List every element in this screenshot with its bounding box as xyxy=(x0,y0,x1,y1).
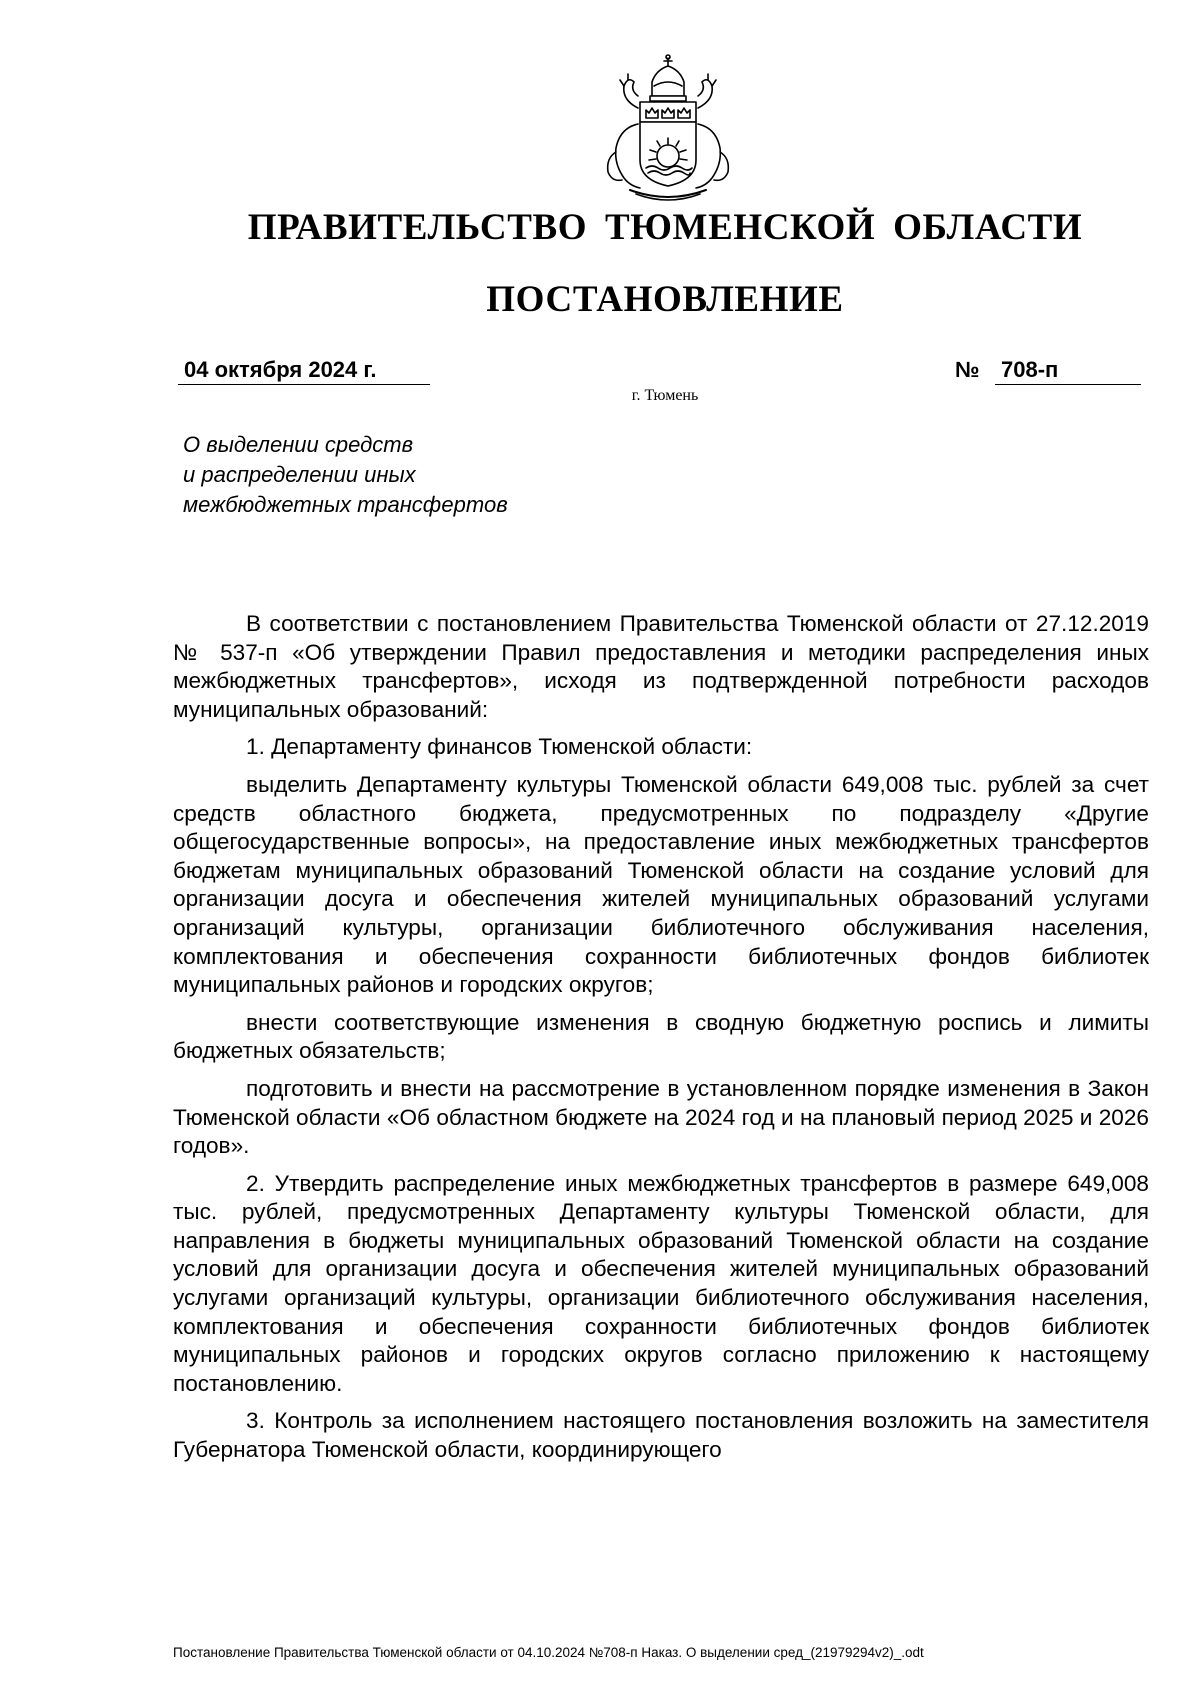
document-subject xyxy=(183,430,508,520)
subject-line: межбюджетных трансфертов xyxy=(183,492,508,517)
body-paragraph: 2. Утвердить распределение иных межбюджетных трансфертов в размере 649,008 тыс. рублей, предусмотренных Департаменту культуры Тюменской области, для направления в бюджеты муниципальных образований Тюменской области на создание условий для организации досуга и обеспечения жителей муниципальных образований услугами организаций культуры, организации библиотечного обслуживания населения, комплектования и обеспечения сохранности библиотечных фондов библиотек муниципальных районов и городских округов согласно приложению к настоящему постановлению. xyxy=(173,1170,1149,1396)
subject-line: и распределении иных xyxy=(183,462,416,487)
document-type-title: ПОСТАНОВЛЕНИЕ xyxy=(486,279,844,320)
document-number xyxy=(955,355,1141,385)
body-paragraph: 1. Департаменту финансов Тюменской области: xyxy=(246,734,753,760)
document-date: 04 октября 2024 г. xyxy=(178,355,430,385)
tyumen-coat-of-arms-icon xyxy=(594,52,742,202)
body-paragraph: 3. Контроль за исполнением настоящего постановления возложить на заместителя Губернатора Тюменской области, координирующего xyxy=(173,1408,1149,1463)
document-footer: Постановление Правительства Тюменской области от 04.10.2024 №708-п Наказ. О выделении сред_(21979294v2)_.odt xyxy=(173,1645,924,1660)
body-paragraph: внести соответствующие изменения в сводную бюджетную роспись и лимиты бюджетных обязательств; xyxy=(173,1009,1149,1064)
document-body xyxy=(173,610,1149,1474)
document-number-value: 708-п xyxy=(995,355,1141,385)
government-title: ПРАВИТЕЛЬСТВО ТЮМЕНСКОЙ ОБЛАСТИ xyxy=(247,207,1083,248)
number-sign: № xyxy=(955,357,980,382)
body-paragraph: подготовить и внести на рассмотрение в установленном порядке изменения в Закон Тюменской области «Об областном бюджете на 2024 год и на плановый период 2025 и 2026 годов». xyxy=(173,1075,1149,1159)
body-paragraph: В соответствии с постановлением Правительства Тюменской области от 27.12.2019 № 537-п «Об утверждении Правил предоставления и методики распределения иных межбюджетных трансфертов», исходя из подтвержденной потребности расходов муниципальных образований: xyxy=(173,611,1149,722)
document-city: г. Тюмень xyxy=(631,387,699,404)
subject-line: О выделении средств xyxy=(183,432,414,457)
body-paragraph: выделить Департаменту культуры Тюменской области 649,008 тыс. рублей за счет средств областного бюджета, предусмотренных по подразделу «Другие общегосударственные вопросы», на предоставление иных межбюджетных трансфертов бюджетам муниципальных образований Тюменской области на создание условий для организации досуга и обеспечения жителей муниципальных образований услугами организаций культуры, организации библиотечного обслуживания населения, комплектования и обеспечения сохранности библиотечных фондов библиотек муниципальных районов и городских округов; xyxy=(173,771,1149,998)
